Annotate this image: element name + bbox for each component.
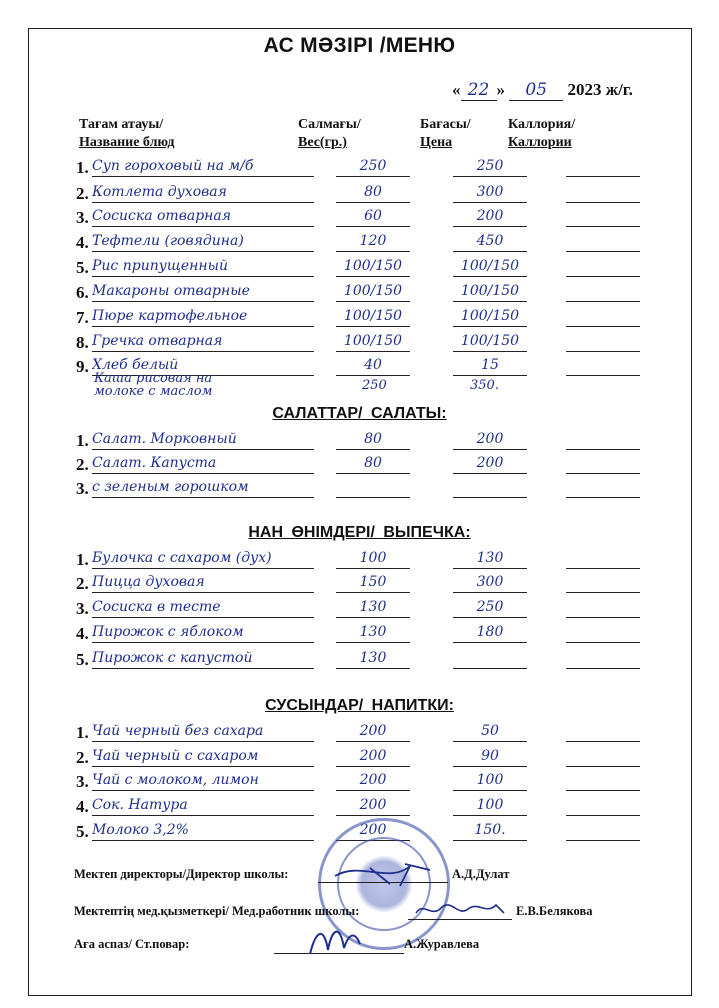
medic-label: Мектептің мед.қызметкері/ Мед.работник школы: — [74, 904, 360, 918]
main-item-name: Рис припущенный — [92, 258, 314, 277]
cook-signature — [300, 920, 370, 960]
main-item-weight: 100/150 — [336, 283, 410, 302]
main-item-price: 300 — [453, 184, 527, 203]
extra-item-price: 350. — [470, 378, 499, 393]
date-close-quote: » — [496, 80, 505, 99]
col-header-calories-kz: Каллория/ — [508, 117, 576, 132]
drink-calories — [566, 748, 640, 767]
main-item-price: 15 — [453, 357, 527, 376]
main-item-weight: 60 — [336, 208, 410, 227]
extra-item-name-line1: Каша рисовая на — [94, 371, 213, 386]
medic-signature — [412, 895, 512, 923]
bakery-item-price: 250 — [453, 599, 527, 618]
main-item-number: 9. — [76, 357, 89, 376]
date-year: 2023 ж/г. — [567, 80, 633, 99]
date-line — [452, 80, 633, 101]
main-item-name: Котлета духовая — [92, 184, 314, 203]
col-header-name-kz: Тағам атауы/ — [79, 117, 164, 132]
main-item-weight: 250 — [336, 158, 410, 177]
drink-number: 5. — [76, 822, 89, 841]
main-item-number: 2. — [76, 184, 89, 203]
drink-name: Чай черный без сахара — [92, 723, 314, 742]
main-item-price: 100/150 — [453, 333, 527, 352]
drink-price: 50 — [453, 723, 527, 742]
salad-price — [453, 479, 527, 498]
bakery-item-name: Булочка с сахаром (дух) — [92, 550, 314, 569]
main-item-number: 8. — [76, 333, 89, 352]
salad-price: 200 — [453, 431, 527, 450]
main-item-name: Суп гороховый на м/б — [92, 158, 314, 177]
drink-name: Чай черный с сахаром — [92, 748, 314, 767]
main-item-weight: 100/150 — [336, 258, 410, 277]
director-signature — [330, 856, 440, 890]
drink-price: 150. — [453, 822, 527, 841]
bakery-item-calories — [566, 599, 640, 618]
bakery-item-number: 5. — [76, 650, 89, 669]
bakery-item-weight: 100 — [336, 550, 410, 569]
main-item-number: 6. — [76, 283, 89, 302]
salad-name: с зеленым горошком — [92, 479, 314, 498]
col-header-price-kz: Бағасы/ — [420, 117, 471, 132]
salad-name: Салат. Морковный — [92, 431, 314, 450]
bakery-item-number: 1. — [76, 550, 89, 569]
main-item-calories — [566, 208, 640, 227]
col-header-price-ru: Цена — [420, 135, 453, 150]
main-item-price: 100/150 — [453, 258, 527, 277]
drink-price: 90 — [453, 748, 527, 767]
bakery-item-price: 300 — [453, 574, 527, 593]
drink-number: 4. — [76, 797, 89, 816]
main-item-price: 100/150 — [453, 308, 527, 327]
main-item-number: 7. — [76, 308, 89, 327]
salad-calories — [566, 455, 640, 474]
col-header-price — [420, 116, 471, 152]
main-item-price: 250 — [453, 158, 527, 177]
salad-calories — [566, 479, 640, 498]
main-item-calories — [566, 158, 640, 177]
drink-calories — [566, 822, 640, 841]
main-item-calories — [566, 184, 640, 203]
col-header-name-ru: Название блюд — [79, 135, 175, 150]
drink-price: 100 — [453, 797, 527, 816]
bakery-item-name: Пирожок с капустой — [92, 650, 314, 669]
date-open-quote: « — [452, 80, 461, 99]
salad-calories — [566, 431, 640, 450]
main-item-weight: 100/150 — [336, 308, 410, 327]
col-header-name — [79, 116, 174, 152]
salad-price: 200 — [453, 455, 527, 474]
bakery-item-price — [453, 650, 527, 669]
bakery-heading: НАН ӨНІМДЕРІ/ ВЫПЕЧКА: — [248, 524, 471, 541]
bakery-item-name: Пицца духовая — [92, 574, 314, 593]
cook-name: А.Журавлева — [404, 937, 480, 951]
bakery-item-weight: 130 — [336, 599, 410, 618]
main-item-price: 200 — [453, 208, 527, 227]
main-item-price: 450 — [453, 233, 527, 252]
drink-number: 2. — [76, 748, 89, 767]
bakery-item-number: 2. — [76, 574, 89, 593]
salad-number: 1. — [76, 431, 89, 450]
bakery-item-price: 130 — [453, 550, 527, 569]
extra-item-name — [94, 372, 212, 398]
bakery-item-weight: 150 — [336, 574, 410, 593]
drink-weight: 200 — [336, 748, 410, 767]
drink-name: Чай с молоком, лимон — [92, 772, 314, 791]
date-month: 05 — [509, 80, 563, 101]
director-label: Мектеп директоры/Директор школы: — [74, 867, 289, 881]
main-item-weight: 80 — [336, 184, 410, 203]
main-item-name: Пюре картофельное — [92, 308, 314, 327]
drink-name: Молоко 3,2% — [92, 822, 314, 841]
drink-weight: 200 — [336, 822, 410, 841]
bakery-item-name: Сосиска в тесте — [92, 599, 314, 618]
salad-name: Салат. Капуста — [92, 455, 314, 474]
bakery-item-price: 180 — [453, 624, 527, 643]
drink-name: Сок. Натура — [92, 797, 314, 816]
salad-weight — [336, 479, 410, 498]
cook-label: Аға аспаз/ Ст.повар: — [74, 937, 190, 951]
col-header-calories — [508, 116, 575, 152]
salad-weight: 80 — [336, 431, 410, 450]
extra-item-weight: 250 — [362, 378, 387, 393]
main-item-price: 100/150 — [453, 283, 527, 302]
main-item-calories — [566, 283, 640, 302]
date-day: 22 — [461, 80, 497, 101]
main-item-number: 3. — [76, 208, 89, 227]
main-item-name: Макароны отварные — [92, 283, 314, 302]
bakery-item-number: 4. — [76, 624, 89, 643]
drink-price: 100 — [453, 772, 527, 791]
main-item-calories — [566, 308, 640, 327]
director-name: А.Д.Дулат — [452, 867, 510, 881]
page-title: АС МӘЗІРІ /МЕНЮ — [263, 34, 456, 57]
drink-weight: 200 — [336, 772, 410, 791]
salad-number: 3. — [76, 479, 89, 498]
drink-weight: 200 — [336, 797, 410, 816]
main-item-weight: 100/150 — [336, 333, 410, 352]
bakery-item-calories — [566, 574, 640, 593]
main-item-name: Сосиска отварная — [92, 208, 314, 227]
drink-calories — [566, 797, 640, 816]
main-item-name: Гречка отварная — [92, 333, 314, 352]
drink-number: 3. — [76, 772, 89, 791]
main-item-calories — [566, 233, 640, 252]
col-header-weight-kz: Салмағы/ — [298, 117, 361, 132]
drinks-heading: СУСЫНДАР/ НАПИТКИ: — [265, 697, 454, 714]
col-header-calories-ru: Каллории — [508, 135, 572, 150]
salad-number: 2. — [76, 455, 89, 474]
main-item-name: Тефтели (говядина) — [92, 233, 314, 252]
bakery-item-weight: 130 — [336, 624, 410, 643]
bakery-item-name: Пирожок с яблоком — [92, 624, 314, 643]
drink-weight: 200 — [336, 723, 410, 742]
main-item-number: 5. — [76, 258, 89, 277]
drink-calories — [566, 772, 640, 791]
bakery-item-calories — [566, 550, 640, 569]
bakery-item-number: 3. — [76, 599, 89, 618]
main-item-weight: 40 — [336, 357, 410, 376]
main-item-number: 4. — [76, 233, 89, 252]
drink-number: 1. — [76, 723, 89, 742]
main-item-weight: 120 — [336, 233, 410, 252]
main-item-name: Хлеб белый — [92, 357, 314, 376]
medic-name: Е.В.Белякова — [516, 904, 593, 918]
drink-calories — [566, 723, 640, 742]
col-header-weight — [298, 116, 361, 152]
bakery-item-calories — [566, 650, 640, 669]
main-item-calories — [566, 357, 640, 376]
bakery-item-calories — [566, 624, 640, 643]
col-header-weight-ru: Вес(гр.) — [298, 135, 347, 150]
main-item-calories — [566, 333, 640, 352]
main-item-calories — [566, 258, 640, 277]
main-item-number: 1. — [76, 158, 89, 177]
salads-heading: САЛАТТАР/ САЛАТЫ: — [272, 405, 447, 422]
extra-item-name-line2: молоке с маслом — [94, 384, 213, 399]
bakery-item-weight: 130 — [336, 650, 410, 669]
salad-weight: 80 — [336, 455, 410, 474]
